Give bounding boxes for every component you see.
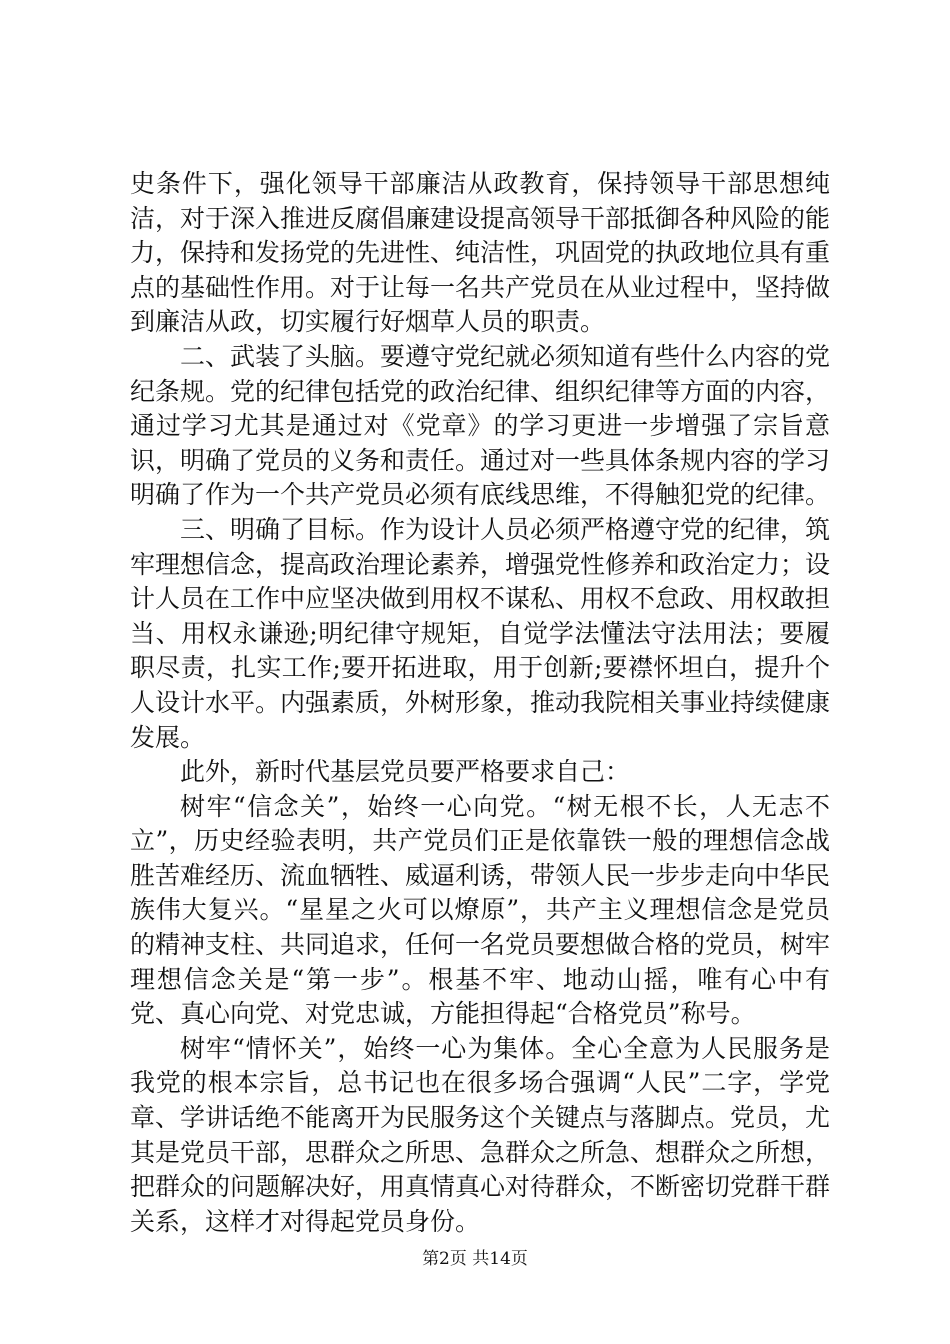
- paragraph-section-three: 三、明确了目标。作为设计人员必须严格遵守党的纪律，筑牢理想信念，提高政治理论素养，增强党性修养和政治定力；设计人员在工作中应坚决做到用权不谋私、用权不怠政、用权敢担当、用权永谦逊;明纪律守规矩，自觉学法懂法守法用法；要履职尽责，扎实工作;要开拓进取，用于创新;要襟怀坦白，提升个人设计水平。内强素质，外树形象，推动我院相关事业持续健康发展。: [130, 514, 831, 752]
- paragraph-intro-requirements: 此外，新时代基层党员要严格要求自己：: [180, 757, 631, 787]
- paragraph-continuation: 史条件下，强化领导干部廉洁从政教育，保持领导干部思想纯洁，对于深入推进反腐倡廉建设提高领导干部抵御各种风险的能力，保持和发扬党的先进性、纯洁性，巩固党的执政地位具有重点的基础性作用。对于让每一名共产党员在从业过程中，坚持做到廉洁从政，切实履行好烟草人员的职责。: [130, 169, 831, 337]
- paragraph-belief: 树牢“信念关”，始终一心向党。“树无根不长，人无志不立”，历史经验表明，共产党员们正是依靠铁一般的理想信念战胜苦难经历、流血牺牲、威逼利诱，带领人民一步步走向中华民族伟大复兴。“星星之火可以燎原”，共产主义理想信念是党员的精神支柱、共同追求，任何一名党员要想做合格的党员，树牢理想信念关是“第一步”。根基不牢、地动山摇，唯有心中有党、真心向党、对党忠诚，方能担得起“合格党员”称号。: [130, 791, 831, 1029]
- page-number-footer: 第2页 共14页: [422, 1249, 528, 1269]
- paragraph-sentiment: 树牢“情怀关”，始终一心为集体。全心全意为人民服务是我党的根本宗旨，总书记也在很多场合强调“人民”二字，学党章、学讲话绝不能离开为民服务这个关键点与落脚点。党员，尤其是党员干部，思群众之所思、急群众之所急、想群众之所想，把群众的问题解决好，用真情真心对待群众，不断密切党群干群关系，这样才对得起党员身份。: [130, 1033, 831, 1236]
- document-body: [130, 167, 830, 1239]
- paragraph-section-two: 二、武装了头脑。要遵守党纪就必须知道有些什么内容的党纪条规。党的纪律包括党的政治纪律、组织纪律等方面的内容，通过学习尤其是通过对《党章》的学习更进一步增强了宗旨意识，明确了党员的义务和责任。通过对一些具体条规内容的学习明确了作为一个共产党员必须有底线思维，不得触犯党的纪律。: [130, 341, 831, 510]
